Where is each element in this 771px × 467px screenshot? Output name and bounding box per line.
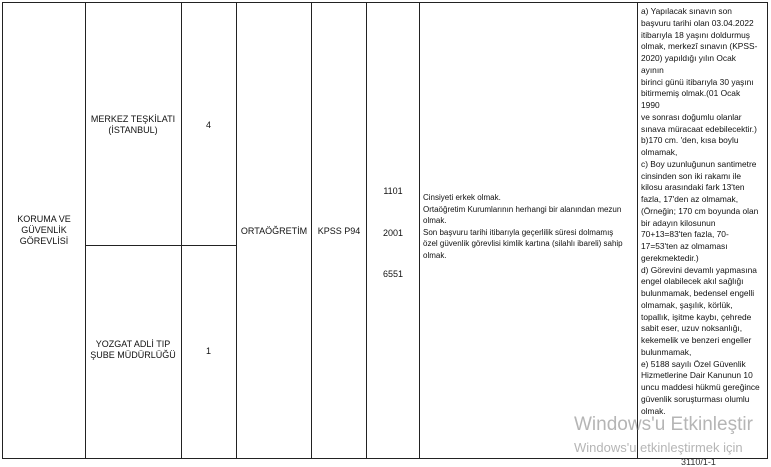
border-left xyxy=(2,2,3,459)
unit-name: MERKEZ TEŞKİLATI (İSTANBUL) xyxy=(90,114,176,135)
req-line: 70+13=83'ten fazla, 70- xyxy=(641,229,729,240)
req-line: itibarıyla 18 yaşını doldurmuş xyxy=(641,29,750,40)
text-line: Ortaöğretim Kurumlarının herhangi bir alanından mezun xyxy=(423,204,622,214)
qualification-code: 2001 xyxy=(382,227,404,238)
req-line: birinci günü itibarıyla 30 yaşını xyxy=(641,76,754,87)
req-line: olmamak, şaşılık, körlük, xyxy=(641,299,733,310)
req-line: olmak. xyxy=(641,405,666,416)
req-line: başvuru tarihi olan 03.04.2022 xyxy=(641,17,754,28)
req-line: bir adayın kilosunun xyxy=(641,217,716,228)
unit-row-divider xyxy=(85,245,237,246)
req-line: ve sonrası doğumlu olanlar xyxy=(641,111,742,122)
req-line: sınava müracaat edebilecektir.) xyxy=(641,123,757,134)
req-line: cinsinden son iki rakamı ile xyxy=(641,170,742,181)
qualification-code: 1101 xyxy=(383,185,403,196)
activation-watermark-subtitle: Windows'u etkinleştirmek için xyxy=(574,440,743,455)
qualification-code: 6551 xyxy=(382,268,404,279)
activation-watermark-title: Windows'u Etkinleştir xyxy=(574,414,753,435)
special-requirements xyxy=(641,6,761,417)
req-line: a) Yapılacak sınavın son xyxy=(641,6,732,16)
unit-name: YOZGAT ADLİ TIP ŞUBE MÜDÜRLÜĞÜ xyxy=(90,339,176,360)
req-line: d) Görevini devamlı yapmasına xyxy=(641,264,757,275)
req-line: engel olabilecek akıl sağlığı xyxy=(641,276,744,287)
text-line: Son başvuru tarihi itibarıyla geçerlilik süresi dolmamış xyxy=(423,227,614,237)
text-line: Cinsiyeti erkek olmak. xyxy=(423,193,501,202)
req-line: 2020) yapıldığı yılın Ocak ayının xyxy=(641,53,736,75)
req-line: bulunmamak, bedensel engelli xyxy=(641,288,755,298)
req-line: olmamak, xyxy=(641,147,678,157)
text-line: olmak. xyxy=(423,216,447,226)
req-line: c) Boy uzunluğunun santimetre xyxy=(641,158,757,169)
border-right xyxy=(767,2,768,459)
req-line: b)170 cm. 'den, kısa boylu xyxy=(641,135,739,146)
req-line: kekemelik ve benzeri engeller xyxy=(641,335,752,345)
col-divider-7 xyxy=(637,2,638,459)
req-line: olmak, merkezî sınavın (KPSS- xyxy=(641,41,758,52)
col-divider-6 xyxy=(419,2,420,459)
col-divider-2 xyxy=(181,2,182,459)
req-line: bitirmemiş olmak.(01 Ocak 1990 xyxy=(641,88,741,110)
education-level: ORTAÖĞRETİM xyxy=(240,225,308,236)
table-bottom-border xyxy=(2,458,768,459)
req-line: bulunmamak, xyxy=(641,346,692,357)
text-line: özel güvenlik görevlisi kimlik kartına (silahlı ibareli) sahip xyxy=(423,239,623,249)
qualification-text xyxy=(423,192,635,262)
unit-count: 1 xyxy=(205,345,211,356)
exam-type: KPSS P94 xyxy=(317,225,361,236)
text-line: olmak. xyxy=(423,250,447,260)
req-line: uncu maddesi hükmü gereğince xyxy=(641,382,760,392)
col-divider-1 xyxy=(85,2,86,459)
table-top-border xyxy=(2,2,768,3)
req-line: 17=53'ten az olmaması xyxy=(641,241,728,251)
req-line: (Örneğin; 170 cm boyunda olan xyxy=(641,205,759,216)
page-number: 3110/1-1 xyxy=(681,457,716,467)
req-line: e) 5188 sayılı Özel Güvenlik xyxy=(641,358,746,369)
req-line: güvenlik soruşturması olumlu xyxy=(641,393,750,404)
unit-count: 4 xyxy=(205,119,211,130)
position-title: KORUMA VE GÜVENLİK GÖREVLİSİ xyxy=(17,213,71,246)
req-line: fazla, 17'den az olmamak, xyxy=(641,194,739,204)
req-line: sabit eser, uzuv noksanlığı, xyxy=(641,323,743,334)
req-line: gerekmektedir.) xyxy=(641,252,699,263)
req-line: topallık, işitme kaybı, çehrede xyxy=(641,311,752,322)
req-line: Hizmetlerine Dair Kanunun 10 xyxy=(641,370,753,381)
req-line: kilosu arasındaki fark 13'ten xyxy=(641,182,745,193)
